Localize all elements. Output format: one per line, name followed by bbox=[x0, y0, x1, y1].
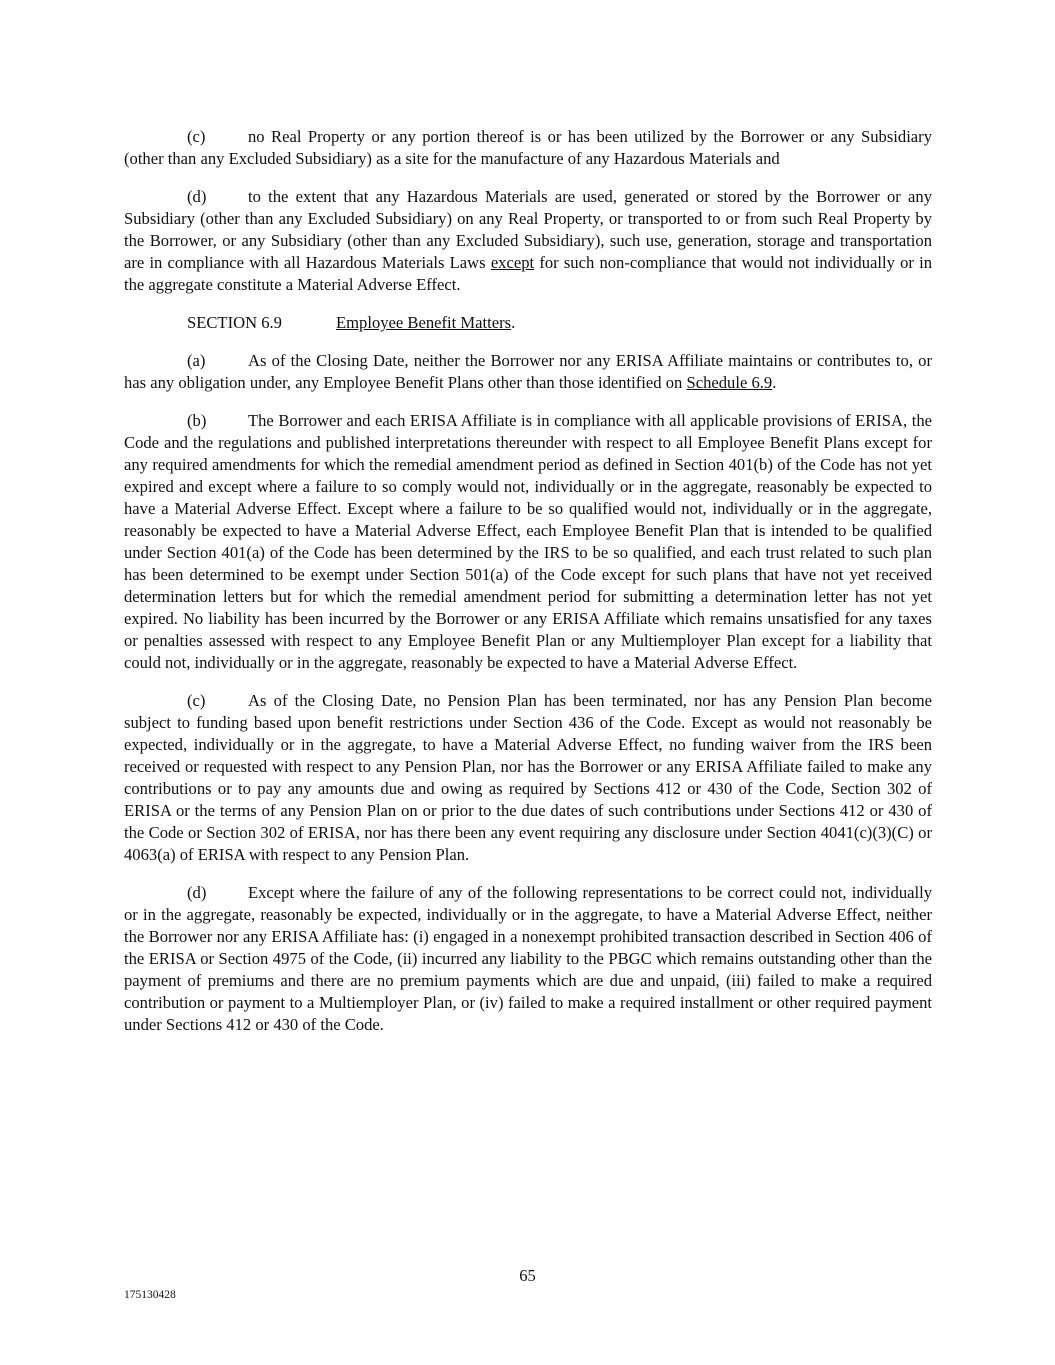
paragraph-text: As of the Closing Date, no Pension Plan has been terminated, nor has any Pension Plan become subject to funding based upon benefit restrictions under Section 436 of the Code. Except as would not reasonably be expected, individually or in the aggregate, to have a Material Adverse Effect, no funding waiver from the IRS been received or requested with respect to any Pension Plan, nor has the Borrower or any ERISA Affiliate failed to make any contributions or to pay any amounts due and owing as required by Sections 412 or 430 of the Code, Section 302 of ERISA or the terms of any Pension Plan on or prior to the due dates of such contributions under Sections 412 or 430 of the Code or Section 302 of ERISA, nor has there been any event requiring any disclosure under Section 4041(c)(3)(C) or 4063(a) of ERISA with respect to any Pension Plan. bbox=[124, 691, 932, 864]
section-title-suffix: . bbox=[511, 313, 516, 332]
paragraph-text: no Real Property or any portion thereof is or has been utilized by the Borrower or any Subsidiary (other than any Excluded Subsidiary) as a site for the manufacture of any Hazardous Materials and bbox=[124, 127, 932, 168]
paragraph-marker: (b) bbox=[187, 411, 207, 430]
paragraph-text: The Borrower and each ERISA Affiliate is in compliance with all applicable provisions of ERISA, the Code and the regulations and published interpretations thereunder with respect to all Employee Benefit Plans except for any required amendments for which the remedial amendment period as defined in Section 401(b) of the Code has not yet expired and except where a failure to so comply would not, individually or in the aggregate, reasonably be expected to have a Material Adverse Effect. Except where a failure to be so qualified would not, individually or in the aggregate, reasonably be expected to have a Material Adverse Effect, each Employee Benefit Plan that is intended to be qualified under Section 401(a) of the Code has been determined by the IRS to be so qualified, and each trust related to such plan has been determined to be exempt under Section 501(a) of the Code except for such plans that have not yet received determination letters but for which the remedial amendment period for submitting a determination letter has not yet expired. No liability has been incurred by the Borrower or any ERISA Affiliate which remains unsatisfied for any taxes or penalties assessed with respect to any Employee Benefit Plan or any Multiemployer Plan except for a liability that could not, individually or in the aggregate, reasonably be expected to have a Material Adverse Effect. bbox=[124, 411, 932, 672]
document-id: 175130428 bbox=[124, 1289, 176, 1301]
paragraph-a-closing-date-plans bbox=[124, 350, 932, 394]
section-title: Employee Benefit Matters bbox=[336, 313, 512, 332]
paragraph-text-continued: . bbox=[772, 373, 777, 392]
paragraph-d-hazardous-materials bbox=[124, 186, 932, 296]
schedule-reference: Schedule 6.9 bbox=[686, 373, 773, 392]
underlined-term-except: except bbox=[490, 253, 535, 272]
section-number: SECTION 6.9 bbox=[187, 313, 282, 332]
paragraph-marker: (a) bbox=[187, 351, 206, 370]
page-number: 65 bbox=[519, 1266, 536, 1285]
paragraph-marker: (c) bbox=[187, 127, 206, 146]
paragraph-text: to the extent that any Hazardous Materials are used, generated or stored by the Borrower or any Subsidiary (other than any Excluded Subsidiary) on any Real Property, or transported to or from such Real Property by the Borrower, or any Subsidiary (other than any Excluded Subsidiary), such use, generation, storage and transportation are in compliance with all Hazardous Materials Laws bbox=[124, 187, 932, 272]
document-body bbox=[124, 126, 932, 1052]
paragraph-text: Except where the failure of any of the following representations to be correct could not, individually or in the aggregate, reasonably be expected, individually or in the aggregate, to have a Material Adverse Effect, neither the Borrower nor any ERISA Affiliate has: (i) engaged in a nonexempt prohibited transaction described in Section 406 of the ERISA or Section 4975 of the Code, (ii) incurred any liability to the PBGC which remains outstanding other than the payment of premiums and there are no premium payments which are due and unpaid, (iii) failed to make a required contribution or payment to a Multiemployer Plan, or (iv) failed to make a required installment or other required payment under Sections 412 or 430 of the Code. bbox=[124, 883, 932, 1034]
paragraph-text: As of the Closing Date, neither the Borrower nor any ERISA Affiliate maintains or contributes to, or has any obligation under, any Employee Benefit Plans other than those identified on bbox=[124, 351, 932, 392]
section-heading bbox=[124, 312, 932, 334]
paragraph-c-pension-plan bbox=[124, 690, 932, 866]
paragraph-marker: (d) bbox=[187, 187, 207, 206]
paragraph-b-erisa-compliance bbox=[124, 410, 932, 674]
paragraph-marker: (d) bbox=[187, 883, 207, 902]
paragraph-marker: (c) bbox=[187, 691, 206, 710]
paragraph-c-real-property bbox=[124, 126, 932, 170]
paragraph-text-continued: for such non-compliance that would not individually or in the aggregate constitute a Material Adverse Effect. bbox=[124, 253, 932, 294]
paragraph-d-representations bbox=[124, 882, 932, 1036]
